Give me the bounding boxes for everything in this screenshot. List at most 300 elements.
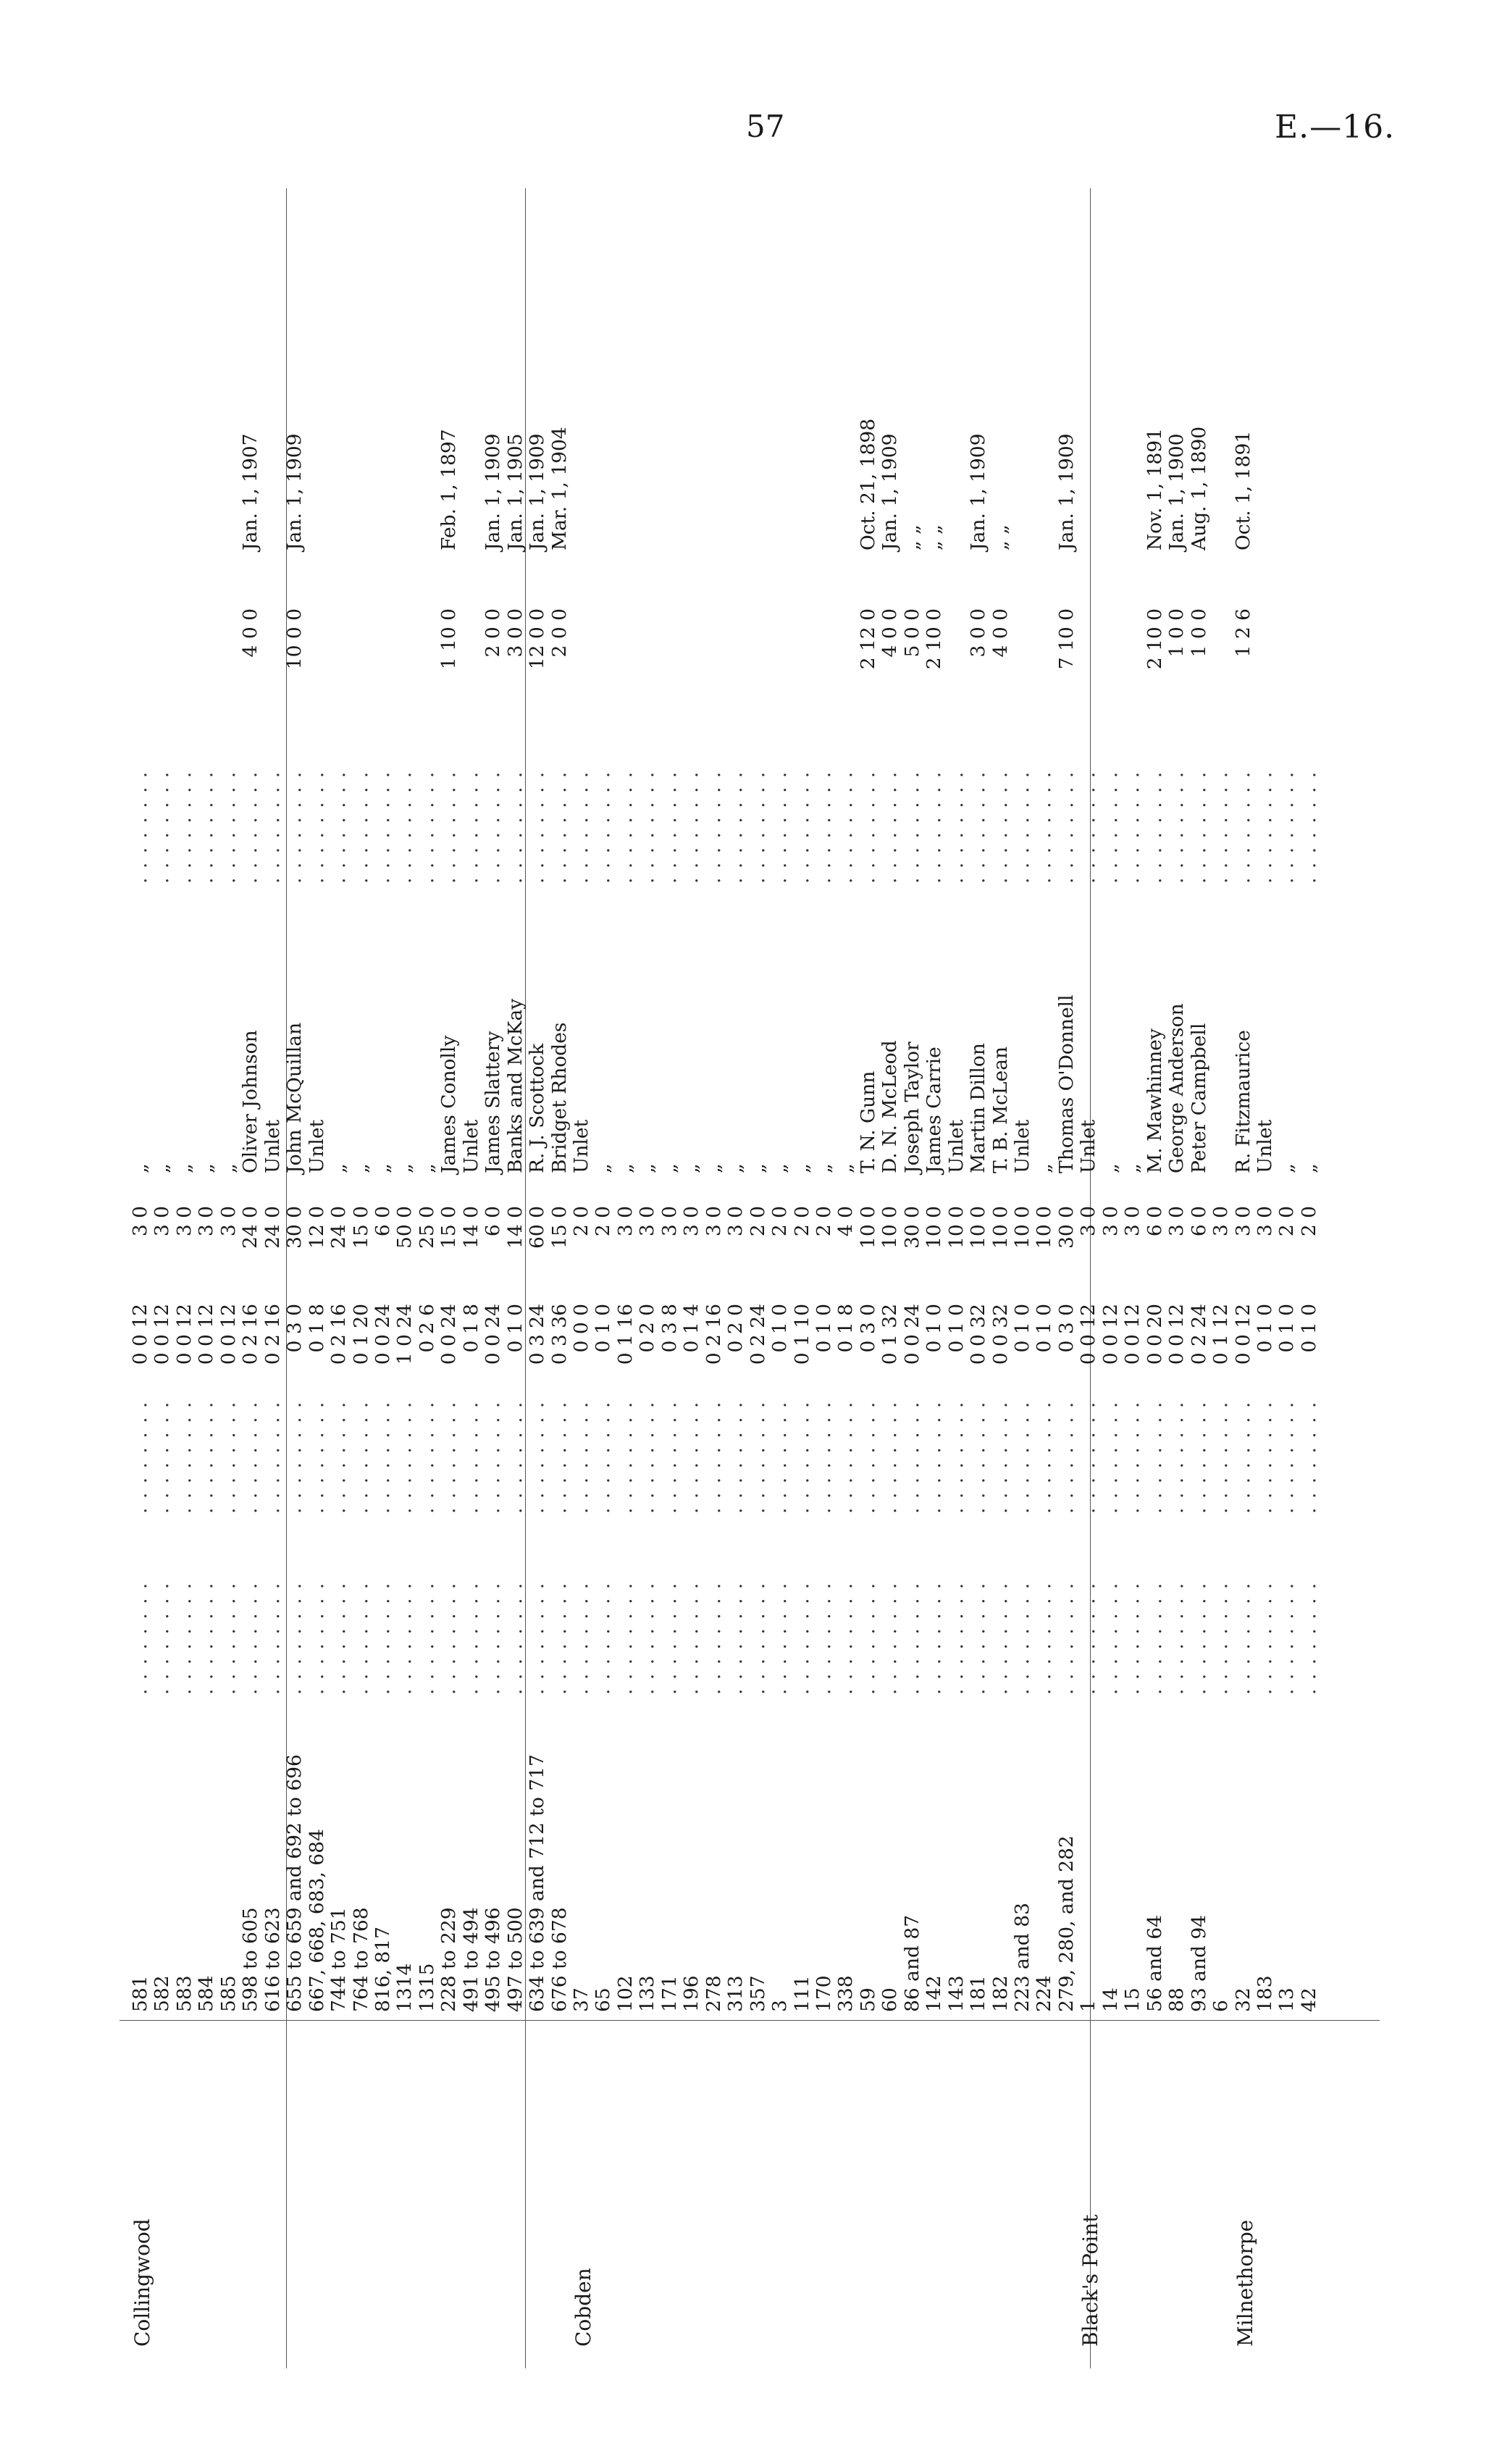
leader-dots: . . . . . . . .	[967, 1581, 990, 1695]
area-value: 2 0	[812, 1206, 835, 1237]
rent-value: 0 0 24	[900, 1304, 923, 1365]
leader-dots: . . . . . . . .	[989, 770, 1012, 884]
annual-value: 4 0 0	[879, 608, 902, 658]
leader-dots: . . . . . . . .	[129, 1400, 151, 1514]
rent-value: 0 0 12	[1165, 1304, 1188, 1365]
leader-dots: . . . . . . . .	[724, 1400, 747, 1514]
rent-value: 0 1 0	[1033, 1304, 1056, 1353]
leader-dots: . . . . . . . .	[327, 1581, 351, 1695]
lessee-name: Thomas O'Donnell	[1054, 994, 1078, 1173]
lessee-name: „	[1033, 1163, 1056, 1173]
table-row	[1255, 188, 1275, 2368]
lessee-name: „	[746, 1163, 769, 1173]
table-row	[991, 188, 1011, 2368]
table-row	[461, 188, 482, 2368]
area-value: 3 0	[1077, 1206, 1100, 1237]
area-value: 10 0	[879, 1206, 902, 1249]
section-numbers: 278	[702, 1975, 725, 2012]
section-numbers: 224	[1033, 1975, 1056, 2012]
area-value: 50 0	[393, 1206, 416, 1249]
leader-dots: . . . . . . . .	[195, 1581, 218, 1695]
section-numbers: 6	[1209, 2000, 1233, 2012]
table-row	[836, 188, 856, 2368]
section-numbers: 667, 668, 683, 684	[305, 1829, 328, 2012]
area-value: 12 0	[305, 1206, 328, 1249]
section-numbers: 616 to 623	[261, 1907, 284, 2012]
area-value: 3 0	[702, 1206, 725, 1237]
leader-dots: . . . . . . . .	[526, 770, 549, 884]
leader-dots: . . . . . . . .	[283, 1581, 306, 1695]
area-value: 4 0	[834, 1206, 857, 1237]
table-row	[439, 188, 459, 2368]
document-code: E.—16.	[1275, 109, 1396, 146]
table-row	[660, 188, 680, 2368]
section-numbers: 102	[613, 1975, 637, 2012]
leader-dots: . . . . . . . .	[1209, 1581, 1233, 1695]
area-value: 2 0	[746, 1206, 769, 1237]
rent-value: 0 1 0	[812, 1304, 835, 1353]
land-table	[119, 188, 1380, 2368]
table-row	[1189, 188, 1209, 2368]
leader-dots: . . . . . . . .	[834, 770, 857, 884]
table-row	[1012, 188, 1033, 2368]
leader-dots: . . . . . . . .	[437, 1400, 461, 1514]
leader-dots: . . . . . . . .	[1033, 770, 1056, 884]
rent-value: 0 1 32	[879, 1304, 902, 1365]
leader-dots: . . . . . . . .	[790, 1581, 813, 1695]
lessee-name: „	[151, 1163, 174, 1173]
lessee-name: Unlet	[944, 1119, 968, 1173]
table-row	[1034, 188, 1054, 2368]
lease-date: Oct. 21, 1898	[856, 418, 879, 550]
lease-date: „ „	[900, 524, 923, 550]
leader-dots: . . . . . . . .	[305, 770, 328, 884]
rent-value: 0 1 0	[1297, 1304, 1320, 1353]
table-row	[1211, 188, 1231, 2368]
lessee-name: „	[349, 1163, 372, 1173]
leader-dots: . . . . . . . .	[1121, 1581, 1144, 1695]
section-numbers: 142	[923, 1975, 946, 2012]
section-numbers: 170	[812, 1975, 835, 2012]
rent-value: 0 2 0	[724, 1304, 747, 1353]
leader-dots: . . . . . . . .	[503, 1581, 527, 1695]
section-numbers: 228 to 229	[437, 1907, 461, 2012]
rent-value: 0 3 0	[283, 1304, 306, 1353]
lessee-name: D. N. McLeod	[879, 1040, 902, 1173]
table-row	[880, 188, 900, 2368]
table-row	[130, 188, 151, 2368]
lessee-name: Bridget Rhodes	[548, 1022, 571, 1173]
rent-value: 0 0 12	[217, 1304, 240, 1365]
section-numbers: 3	[768, 2000, 792, 2012]
lessee-name: John McQuillan	[283, 1022, 306, 1173]
annual-value: 10 0 0	[283, 608, 306, 670]
rent-value: 0 2 24	[1187, 1304, 1210, 1365]
section-numbers: 634 to 639 and 712 to 717	[526, 1754, 549, 2012]
leader-dots: . . . . . . . .	[1077, 1581, 1100, 1695]
lessee-name: „	[371, 1163, 394, 1173]
leader-dots: . . . . . . . .	[393, 1581, 416, 1695]
area-value: 24 0	[261, 1206, 284, 1249]
section-numbers: 59	[856, 1987, 879, 2012]
rent-value: 0 1 16	[613, 1304, 637, 1365]
rent-value: 0 0 12	[195, 1304, 218, 1365]
table-row	[152, 188, 172, 2368]
lessee-name: „	[592, 1163, 615, 1173]
section-numbers: 93 and 94	[1187, 1914, 1210, 2012]
leader-dots: . . . . . . . .	[217, 1581, 240, 1695]
leader-dots: . . . . . . . .	[283, 1400, 306, 1514]
lease-date: Oct. 1, 1891	[1231, 430, 1254, 550]
leader-dots: . . . . . . . .	[834, 1400, 857, 1514]
area-value: 3 0	[613, 1206, 637, 1237]
leader-dots: . . . . . . . .	[1121, 770, 1144, 884]
table-row	[503, 188, 527, 2368]
leader-dots: . . . . . . . .	[1231, 1400, 1254, 1514]
annual-value: 1 0 0	[1187, 608, 1210, 658]
table-row	[1299, 188, 1320, 2368]
section-numbers: 583	[172, 1975, 196, 2012]
table-row	[704, 188, 724, 2368]
leader-dots: . . . . . . . .	[437, 770, 461, 884]
rent-value: 0 1 0	[503, 1304, 527, 1353]
table-row	[329, 188, 349, 2368]
rent-value: 0 0 0	[570, 1304, 592, 1353]
leader-dots: . . . . . . . .	[548, 770, 571, 884]
lease-date: Jan. 1, 1907	[239, 433, 262, 550]
rent-value: 0 0 24	[437, 1304, 461, 1365]
rent-value: 0 2 16	[261, 1304, 284, 1365]
leader-dots: . . . . . . . .	[900, 1400, 923, 1514]
lessee-name: „	[812, 1163, 835, 1173]
annual-value: 2 0 0	[548, 608, 571, 658]
leader-dots: . . . . . . . .	[1054, 1400, 1078, 1514]
section-numbers: 13	[1275, 1987, 1299, 2012]
leader-dots: . . . . . . . .	[393, 1400, 416, 1514]
leader-dots: . . . . . . . .	[482, 770, 505, 884]
lease-date: Jan. 1, 1900	[1165, 433, 1188, 550]
area-value: 24 0	[239, 1206, 262, 1249]
section-numbers: 357	[746, 1975, 769, 2012]
leader-dots: . . . . . . . .	[151, 1400, 174, 1514]
locality-label: Black's Point	[1078, 2214, 1103, 2347]
table-row	[726, 188, 746, 2368]
leader-dots: . . . . . . . .	[1054, 1581, 1078, 1695]
leader-dots: . . . . . . . .	[680, 1581, 703, 1695]
section-numbers: 1315	[415, 1963, 438, 2012]
lessee-name: „	[415, 1163, 438, 1173]
area-value: 3 0	[129, 1206, 151, 1237]
table-row	[172, 188, 196, 2368]
area-value: 3 0	[1253, 1206, 1276, 1237]
leader-dots: . . . . . . . .	[437, 1581, 461, 1695]
leader-dots: . . . . . . . .	[1099, 770, 1122, 884]
section-numbers: 1314	[393, 1963, 416, 2012]
leader-dots: . . . . . . . .	[349, 770, 372, 884]
lessee-name: Oliver Johnson	[239, 1030, 262, 1173]
leader-dots: . . . . . . . .	[636, 1581, 659, 1695]
rent-value: 0 0 12	[1099, 1304, 1122, 1365]
rent-value: 0 2 0	[636, 1304, 659, 1353]
section-numbers: 279, 280, and 282	[1054, 1835, 1078, 2012]
leader-dots: . . . . . . . .	[239, 1400, 262, 1514]
section-numbers: 143	[944, 1975, 968, 2012]
section-numbers: 171	[658, 1975, 681, 2012]
lessee-name: Unlet	[305, 1119, 328, 1173]
leader-dots: . . . . . . . .	[702, 1400, 725, 1514]
leader-dots: . . . . . . . .	[217, 1400, 240, 1514]
area-value: 30 0	[900, 1206, 923, 1249]
leader-dots: . . . . . . . .	[327, 770, 351, 884]
leader-dots: . . . . . . . .	[217, 770, 240, 884]
locality-label: Milnethorpe	[1233, 2219, 1257, 2347]
area-value: 3 0	[1099, 1206, 1122, 1237]
leader-dots: . . . . . . . .	[702, 770, 725, 884]
table-row	[792, 188, 813, 2368]
table-row	[240, 188, 261, 2368]
rent-value: 0 1 0	[592, 1304, 615, 1353]
section-numbers: 133	[636, 1975, 659, 2012]
leader-dots: . . . . . . . .	[482, 1581, 505, 1695]
rent-value: 0 2 6	[415, 1304, 438, 1353]
leader-dots: . . . . . . . .	[503, 1400, 527, 1514]
annual-value: 1 10 0	[437, 608, 461, 670]
table-row	[1277, 188, 1297, 2368]
rent-value: 0 1 0	[1275, 1304, 1299, 1353]
leader-dots: . . . . . . . .	[393, 770, 416, 884]
leader-dots: . . . . . . . .	[172, 1400, 196, 1514]
area-value: 10 0	[856, 1206, 879, 1249]
section-numbers: 56 and 64	[1143, 1914, 1166, 2012]
section-numbers: 764 to 768	[349, 1907, 372, 2012]
table-row	[351, 188, 372, 2368]
table-row	[219, 188, 239, 2368]
leader-dots: . . . . . . . .	[482, 1400, 505, 1514]
leader-dots: . . . . . . . .	[371, 1400, 394, 1514]
leader-dots: . . . . . . . .	[548, 1581, 571, 1695]
table-row	[571, 188, 592, 2368]
area-value: 3 0	[1231, 1206, 1254, 1237]
leader-dots: . . . . . . . .	[1231, 770, 1254, 884]
leader-dots: . . . . . . . .	[1275, 770, 1299, 884]
leader-dots: . . . . . . . .	[724, 770, 747, 884]
leader-dots: . . . . . . . .	[592, 1581, 615, 1695]
table-row	[1123, 188, 1143, 2368]
lessee-name: „	[790, 1163, 813, 1173]
leader-dots: . . . . . . . .	[129, 1581, 151, 1695]
leader-dots: . . . . . . . .	[1275, 1400, 1299, 1514]
lease-date: Nov. 1, 1891	[1143, 428, 1166, 550]
annual-value: 2 0 0	[482, 608, 505, 658]
leader-dots: . . . . . . . .	[1297, 1400, 1320, 1514]
lessee-name: „	[1121, 1163, 1144, 1173]
table-row	[483, 188, 503, 2368]
area-value: 10 0	[944, 1206, 968, 1249]
area-value: 2 0	[790, 1206, 813, 1237]
leader-dots: . . . . . . . .	[1165, 1581, 1188, 1695]
leader-dots: . . . . . . . .	[636, 1400, 659, 1514]
rent-value: 0 3 0	[856, 1304, 879, 1353]
table-row	[637, 188, 658, 2368]
lease-date: Jan. 1, 1909	[482, 433, 505, 550]
annual-value: 3 0 0	[503, 608, 527, 658]
lessee-name: Joseph Taylor	[900, 1042, 923, 1173]
leader-dots: . . . . . . . .	[239, 1581, 262, 1695]
leader-dots: . . . . . . . .	[261, 1581, 284, 1695]
lease-date: Jan. 1, 1909	[283, 433, 306, 550]
leader-dots: . . . . . . . .	[879, 1400, 902, 1514]
section-numbers: 15	[1121, 1987, 1144, 2012]
leader-dots: . . . . . . . .	[283, 770, 306, 884]
leader-dots: . . . . . . . .	[1011, 770, 1033, 884]
table-row	[748, 188, 768, 2368]
area-value: 6 0	[1143, 1206, 1166, 1237]
annual-value: 2 12 0	[856, 608, 879, 670]
leader-dots: . . . . . . . .	[1297, 1581, 1320, 1695]
leader-dots: . . . . . . . .	[1077, 1400, 1100, 1514]
table-row	[593, 188, 613, 2368]
area-value: 10 0	[989, 1206, 1012, 1249]
leader-dots: . . . . . . . .	[1121, 1400, 1144, 1514]
section-numbers: 196	[680, 1975, 703, 2012]
area-value: 10 0	[1033, 1206, 1056, 1249]
table-row	[1145, 188, 1165, 2368]
lessee-name: „	[702, 1163, 725, 1173]
lessee-name: „	[613, 1163, 637, 1173]
rent-value: 0 0 20	[1143, 1304, 1166, 1365]
table-row	[1233, 188, 1254, 2368]
section-numbers: 181	[967, 1975, 990, 2012]
section-numbers: 65	[592, 1987, 615, 2012]
lease-date: Jan. 1, 1909	[879, 433, 902, 550]
lessee-name: „	[195, 1163, 218, 1173]
lessee-name: „	[172, 1163, 196, 1173]
rent-value: 0 3 0	[1054, 1304, 1078, 1353]
leader-dots: . . . . . . . .	[790, 770, 813, 884]
leader-dots: . . . . . . . .	[1209, 770, 1233, 884]
leader-dots: . . . . . . . .	[1033, 1400, 1056, 1514]
leader-dots: . . . . . . . .	[680, 770, 703, 884]
rent-value: 0 2 16	[239, 1304, 262, 1365]
lease-date: Mar. 1, 1904	[548, 427, 571, 550]
rent-value: 0 0 32	[989, 1304, 1012, 1365]
table-row	[1078, 188, 1099, 2368]
leader-dots: . . . . . . . .	[856, 1400, 879, 1514]
locality-label: Collingwood	[130, 2218, 154, 2347]
area-value: 3 0	[724, 1206, 747, 1237]
leader-dots: . . . . . . . .	[1165, 770, 1188, 884]
lessee-name: M. Mawhinney	[1143, 1028, 1166, 1173]
leader-dots: . . . . . . . .	[1209, 1400, 1233, 1514]
leader-dots: . . . . . . . .	[1054, 770, 1078, 884]
leader-dots: . . . . . . . .	[129, 770, 151, 884]
leader-dots: . . . . . . . .	[305, 1400, 328, 1514]
leader-dots: . . . . . . . .	[172, 1581, 196, 1695]
rent-value: 0 1 8	[459, 1304, 482, 1353]
rent-value: 0 2 16	[702, 1304, 725, 1365]
lease-date: Jan. 1, 1909	[1054, 433, 1078, 550]
leader-dots: . . . . . . . .	[1253, 1581, 1276, 1695]
table-row	[307, 188, 327, 2368]
leader-dots: . . . . . . . .	[658, 770, 681, 884]
table-row	[814, 188, 834, 2368]
leader-dots: . . . . . . . .	[989, 1400, 1012, 1514]
leader-dots: . . . . . . . .	[879, 770, 902, 884]
rent-value: 0 0 12	[129, 1304, 151, 1365]
leader-dots: . . . . . . . .	[415, 1400, 438, 1514]
rent-value: 0 2 24	[746, 1304, 769, 1365]
leader-dots: . . . . . . . .	[415, 770, 438, 884]
leader-dots: . . . . . . . .	[702, 1581, 725, 1695]
section-numbers: 37	[570, 1987, 592, 2012]
section-numbers: 581	[129, 1975, 151, 2012]
rent-value: 0 1 0	[944, 1304, 968, 1353]
leader-dots: . . . . . . . .	[658, 1400, 681, 1514]
leader-dots: . . . . . . . .	[900, 1581, 923, 1695]
leader-dots: . . . . . . . .	[1099, 1400, 1122, 1514]
table-row	[968, 188, 989, 2368]
leader-dots: . . . . . . . .	[415, 1581, 438, 1695]
leader-dots: . . . . . . . .	[812, 770, 835, 884]
lease-date: Feb. 1, 1897	[437, 429, 461, 550]
locality-label: Cobden	[571, 2268, 595, 2347]
leader-dots: . . . . . . . .	[746, 770, 769, 884]
leader-dots: . . . . . . . .	[570, 1581, 592, 1695]
leader-dots: . . . . . . . .	[967, 770, 990, 884]
lessee-name: James Carrie	[923, 1047, 946, 1173]
leader-dots: . . . . . . . .	[989, 1581, 1012, 1695]
lessee-name: „	[658, 1163, 681, 1173]
section-numbers: 42	[1297, 1987, 1320, 2012]
lessee-name: „	[217, 1163, 240, 1173]
lessee-name: Martin Dillon	[967, 1043, 990, 1173]
leader-dots: . . . . . . . .	[459, 1581, 482, 1695]
lease-date: Jan. 1, 1909	[967, 433, 990, 550]
area-value: 30 0	[283, 1206, 306, 1249]
area-value: 14 0	[459, 1206, 482, 1249]
lease-date: „ „	[989, 524, 1012, 550]
area-value: 10 0	[1011, 1206, 1033, 1249]
rent-value: 0 3 36	[548, 1304, 571, 1365]
leader-dots: . . . . . . . .	[526, 1581, 549, 1695]
lessee-name: Unlet	[1011, 1119, 1033, 1173]
lessee-name: T. N. Gunn	[856, 1070, 879, 1173]
lessee-name: „	[1275, 1163, 1299, 1173]
rent-value: 0 0 32	[967, 1304, 990, 1365]
leader-dots: . . . . . . . .	[746, 1581, 769, 1695]
leader-dots: . . . . . . . .	[1231, 1581, 1254, 1695]
rent-value: 0 1 12	[1209, 1304, 1233, 1365]
rent-value: 1 0 24	[393, 1304, 416, 1365]
section-numbers: 182	[989, 1975, 1012, 2012]
table-row	[770, 188, 790, 2368]
lessee-name: „	[129, 1163, 151, 1173]
leader-dots: . . . . . . . .	[261, 1400, 284, 1514]
area-value: 30 0	[1054, 1206, 1078, 1249]
page-number: 57	[746, 109, 785, 144]
annual-value: 5 0 0	[900, 608, 923, 658]
leader-dots: . . . . . . . .	[1099, 1581, 1122, 1695]
leader-dots: . . . . . . . .	[548, 1400, 571, 1514]
annual-value: 4 0 0	[989, 608, 1012, 658]
table-row	[902, 188, 923, 2368]
area-value: 2 0	[570, 1206, 592, 1237]
rent-value: 0 3 8	[658, 1304, 681, 1353]
lessee-name: Unlet	[459, 1119, 482, 1173]
table-row	[858, 188, 879, 2368]
leader-dots: . . . . . . . .	[768, 1581, 792, 1695]
section-numbers: 313	[724, 1975, 747, 2012]
